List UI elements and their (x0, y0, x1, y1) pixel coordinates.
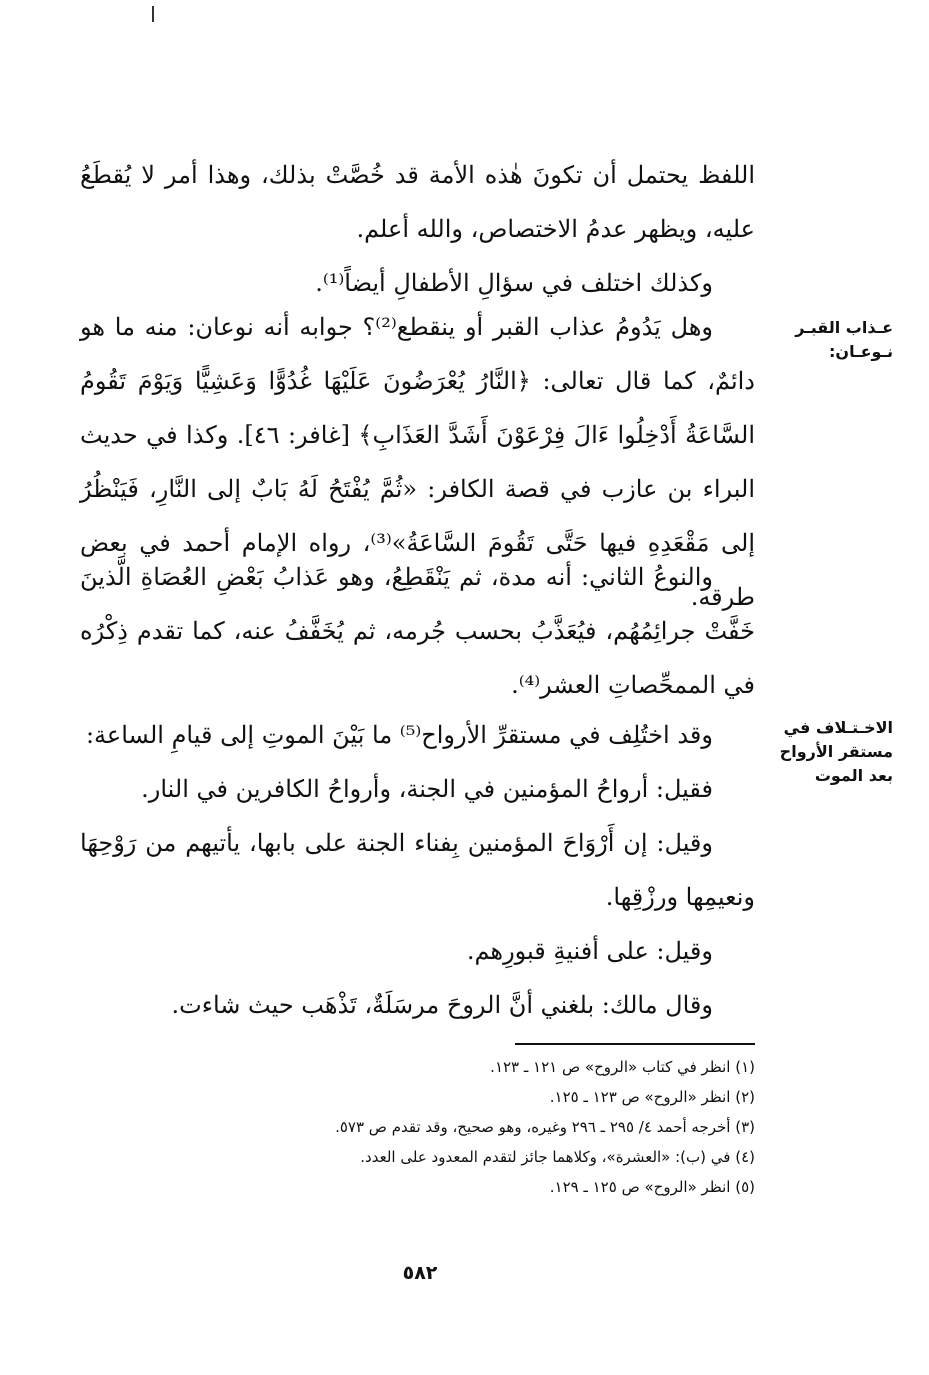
paragraph-9: وقال مالك: بلغني أنَّ الروحَ مرسَلَةٌ، تَذْهَب حيث شاءت. (171, 991, 713, 1019)
main-text-block-4 (80, 708, 755, 1032)
margin-note-souls-abode: الاخـتـلاف في مستقر الأرواح بعد الموت (779, 718, 893, 785)
scan-mark (152, 6, 154, 22)
paragraph-6: فقيل: أرواحُ المؤمنين في الجنة، وأرواحُ الكافرين في النار. (141, 775, 713, 803)
paragraph-1: اللفظ يحتمل أن تكونَ هٰذه الأمة قد خُصَّتْ بذلك، وهذا أمر لا يُقطَعُ عليه، ويظهر عدمُ الاختصاص، والله أعلم. (80, 161, 755, 243)
footnote-1: (١) انظر في كتاب «الروح» ص ١٢١ ـ ١٢٣. (490, 1058, 755, 1076)
paragraph-4: والنوعُ الثاني: أنه مدة، ثم يَنْقَطِعُ، وهو عَذابُ بَعْضِ العُصَاةِ الَّذينَ خَفَّتْ جرائِمُهُم، فيُعَذَّبُ بحسب جُرمه، ثم يُخَفَّفُ عنه، كما تقدم ذِكْرُه في الممحِّصاتِ العشر⁽⁴⁾. (80, 563, 755, 699)
footnote-5: (٥) انظر «الروح» ص ١٢٥ ـ ١٢٩. (549, 1178, 755, 1196)
main-text-block-3 (80, 550, 755, 712)
footnote-3: (٣) أخرجه أحمد ٤/ ٢٩٥ ـ ٢٩٦ وغيره، وهو صحيح، وقد تقدم ص ٥٧٣. (335, 1118, 755, 1136)
main-text-block-1 (80, 148, 755, 310)
paragraph-2: وكذلك اختلف في سؤالِ الأطفالِ أيضاً⁽¹⁾. (315, 269, 713, 297)
page-number: ٥٨٢ (402, 1262, 438, 1284)
footnote-4: (٤) في (ب): «العشرة»، وكلاهما جائز لتقدم المعدود على العدد. (360, 1148, 755, 1166)
footnote-2: (٢) انظر «الروح» ص ١٢٣ ـ ١٢٥. (549, 1088, 755, 1106)
footnote-separator (515, 1043, 755, 1045)
margin-note-grave-punishment: عـذاب القبـر نـوعـان: (795, 318, 893, 361)
paragraph-7: وقيل: إن أَرْوَاحَ المؤمنين بِفناء الجنة على بابها، يأتيهم من رَوْحِهَا ونعيمِها ورزْقِها. (80, 829, 755, 911)
paragraph-8: وقيل: على أفنيةِ قبورِهم. (466, 937, 713, 965)
paragraph-5: وقد اختُلِف في مستقرِّ الأرواح⁽⁵⁾ ما بَيْنَ الموتِ إلى قيامِ الساعة: (85, 721, 713, 749)
footnotes (160, 1052, 755, 1202)
paragraph-3: وهل يَدُومُ عذاب القبر أو ينقطع⁽²⁾؟ جوابه أنه نوعان: منه ما هو دائمٌ، كما قال تعالى: ﴿النَّارُ يُعْرَضُونَ عَلَيْهَا غُدُوًّا وَعَشِيًّا وَيَوْمَ تَقُومُ السَّاعَةُ أَدْخِلُوا ءَالَ فِرْعَوْنَ أَشَدَّ العَذَابِ﴾ [غافر: ٤٦]. وكذا في حديث البراء بن عازب في قصة الكافر: «ثُمَّ يُفْتَحُ لَهُ بَابٌ إلى النَّارِ، فَيَنْظُرُ إلى مَقْعَدِهِ فيها حَتَّى تَقُومَ السَّاعَةُ»⁽³⁾، رواه الإمام أحمد في بعض طرقه. (80, 313, 756, 611)
